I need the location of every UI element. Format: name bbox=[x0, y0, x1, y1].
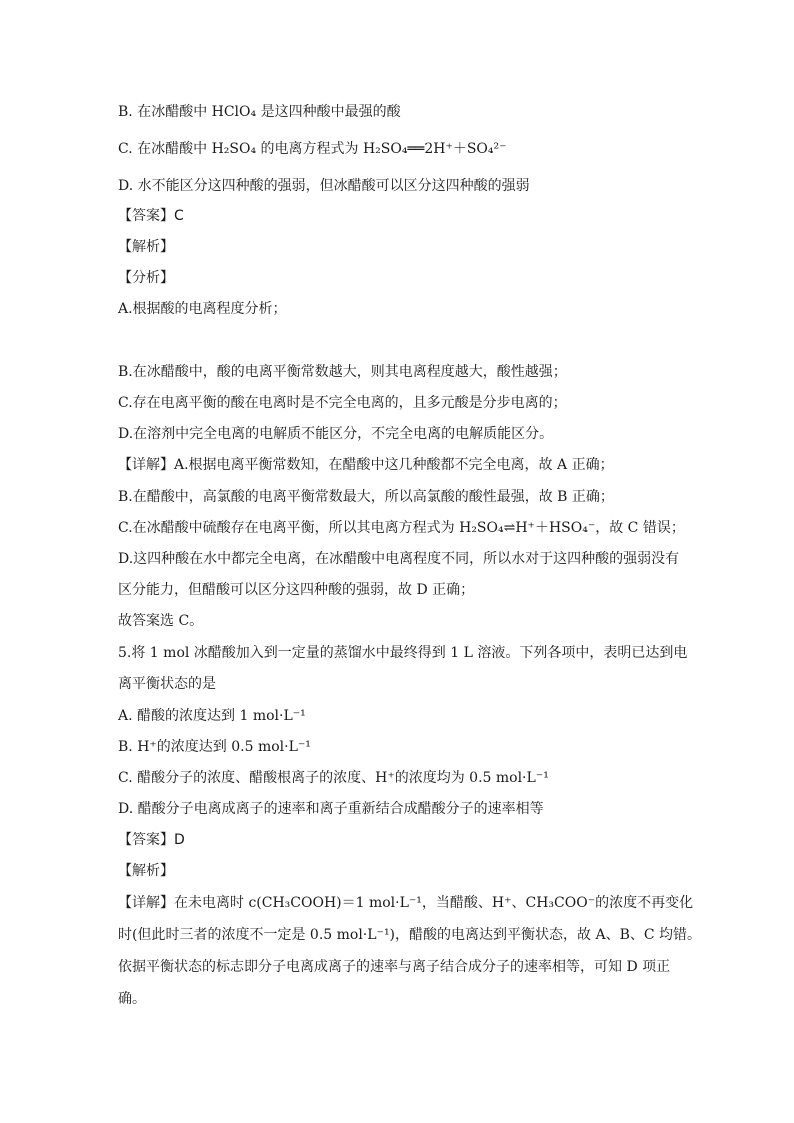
option-d: D. 水不能区分这四种酸的强弱，但冰醋酸可以区分这四种酸的强弱 bbox=[118, 178, 530, 194]
q5-detail-1: 【详解】在未电离时 c(CH₃COOH)＝1 mol·L⁻¹，当醋酸、H⁺、CH₃COO⁻的浓度不再变化 bbox=[118, 895, 694, 911]
analysis-a: A.根据酸的电离程度分析； bbox=[118, 301, 287, 317]
option-c: C. 在冰醋酸中 H₂SO₄ 的电离方程式为 H₂SO₄══2H⁺＋SO₄²⁻ bbox=[118, 141, 507, 157]
q5-option-c: C. 醋酸分子的浓度、醋酸根离子的浓度、H⁺的浓度均为 0.5 mol·L⁻¹ bbox=[118, 770, 549, 786]
q5-analysis-label: 【解析】 bbox=[118, 863, 174, 879]
analysis-c: C.存在电离平衡的酸在电离时是不完全电离的，且多元酸是分步电离的； bbox=[118, 395, 567, 411]
q5-detail-2: 时(但此时三者的浓度不一定是 0.5 mol·L⁻¹)，醋酸的电离达到平衡状态，故 A、B、C 均错。 bbox=[118, 927, 702, 943]
q5-option-a: A. 醋酸的浓度达到 1 mol·L⁻¹ bbox=[118, 708, 306, 724]
analysis-b: B.在冰醋酸中，酸的电离平衡常数越大，则其电离程度越大，酸性越强； bbox=[118, 364, 567, 380]
question-5-stem-1: 5.将 1 mol 冰醋酸加入到一定量的蒸馏水中最终得到 1 L 溶液。下列各项中，表明已达到电 bbox=[118, 645, 688, 661]
analysis-d: D.在溶剂中完全电离的电解质不能区分，不完全电离的电解质能区分。 bbox=[118, 426, 554, 442]
detail-b: B.在醋酸中，高氯酸的电离平衡常数最大，所以高氯酸的酸性最强，故 B 正确； bbox=[118, 489, 614, 505]
option-b: B. 在冰醋酸中 HClO₄ 是这四种酸中最强的酸 bbox=[118, 104, 401, 120]
detail-d-1: D.这四种酸在水中都完全电离，在冰醋酸中电离程度不同，所以水对于这四种酸的强弱没有 bbox=[118, 551, 680, 567]
q5-option-b: B. H⁺的浓度达到 0.5 mol·L⁻¹ bbox=[118, 739, 311, 755]
q5-option-d: D. 醋酸分子电离成离子的速率和离子重新结合成醋酸分子的速率相等 bbox=[118, 801, 544, 817]
q5-answer-label: 【答案】D bbox=[118, 832, 185, 848]
q5-detail-4: 确。 bbox=[118, 991, 146, 1007]
question-5-stem-2: 离平衡状态的是 bbox=[118, 676, 216, 692]
analysis-label: 【解析】 bbox=[118, 239, 174, 255]
answer-label: 【答案】C bbox=[118, 208, 184, 224]
analysis-sub-label: 【分析】 bbox=[118, 270, 174, 286]
conclusion: 故答案选 C。 bbox=[118, 613, 204, 629]
detail-a: 【详解】A.根据电离平衡常数知，在醋酸中这几种酸都不完全电离，故 A 正确； bbox=[118, 457, 614, 473]
q5-detail-3: 依据平衡状态的标志即分子电离成离子的速率与离子结合成分子的速率相等，可知 D 项正 bbox=[118, 959, 671, 975]
detail-c: C.在冰醋酸中硫酸存在电离平衡，所以其电离方程式为 H₂SO₄⇌H⁺＋HSO₄⁻，故 C 错误； bbox=[118, 520, 685, 536]
detail-d-2: 区分能力，但醋酸可以区分这四种酸的强弱，故 D 正确； bbox=[118, 582, 475, 598]
